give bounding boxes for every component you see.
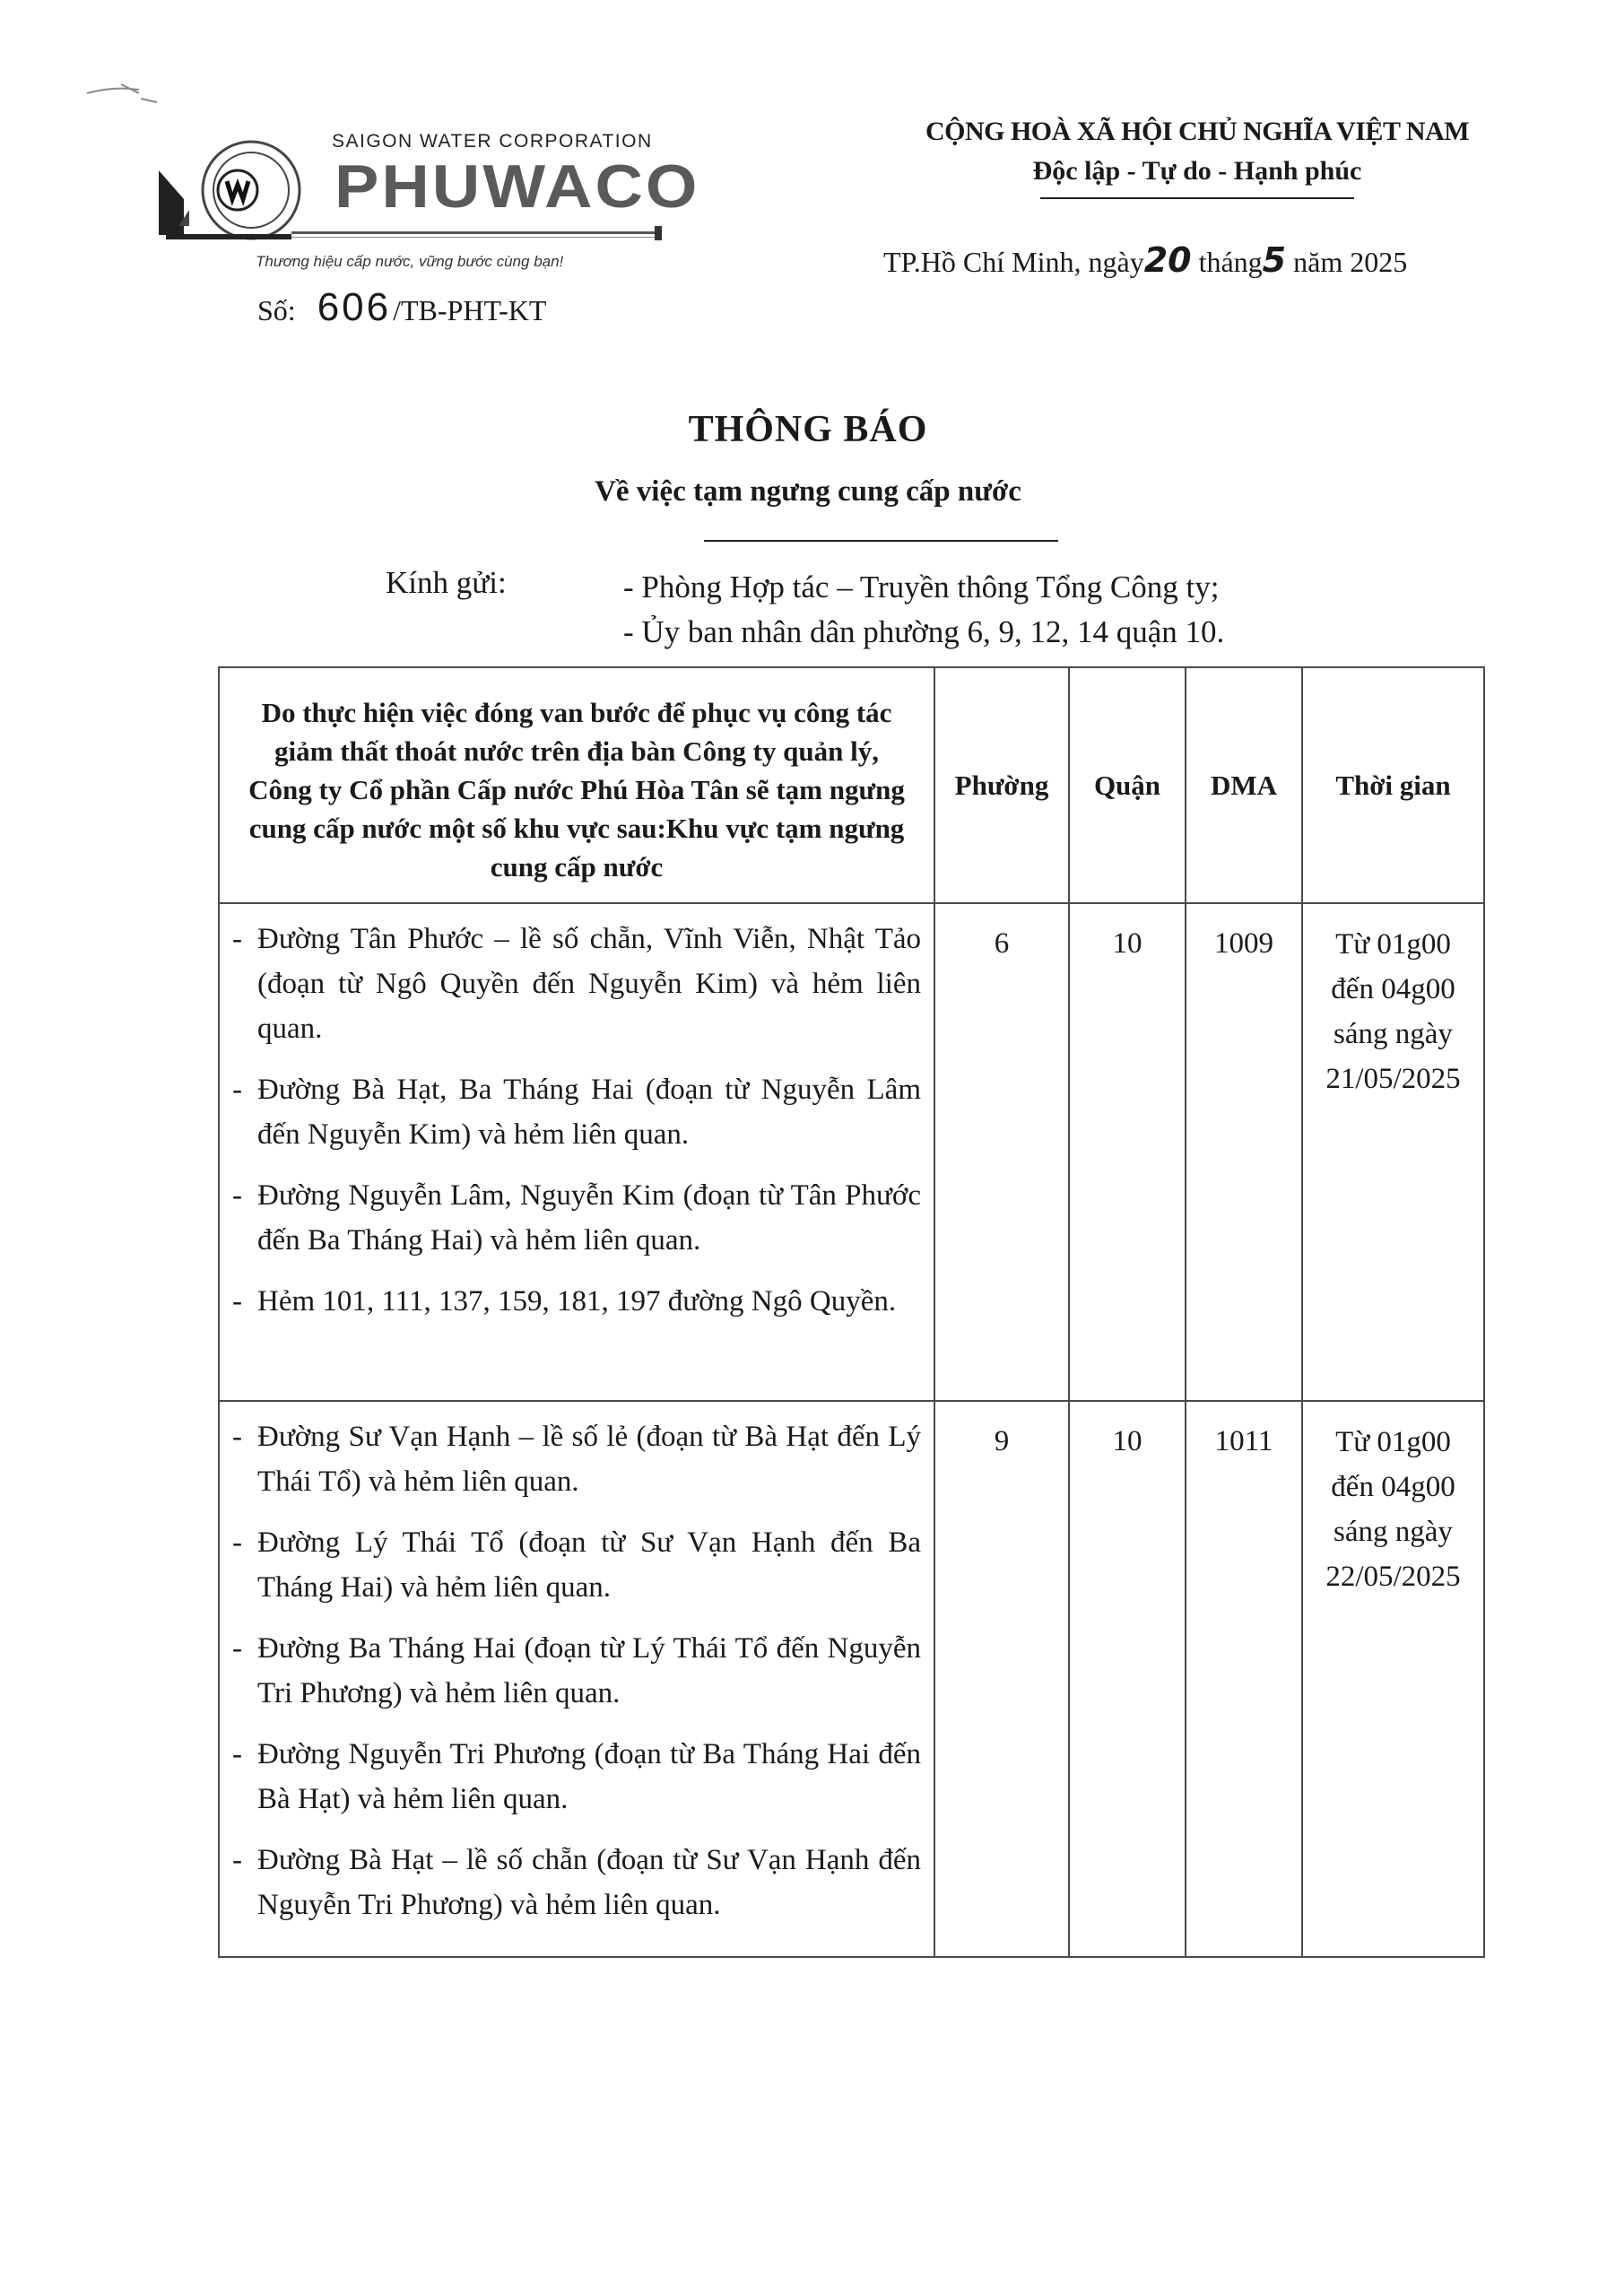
- national-header: [870, 117, 1525, 199]
- header-area: Do thực hiện việc đóng van bước để phục vụ công tác giảm thất thoát nước trên địa bàn Công ty quản lý, Công ty Cổ phần Cấp nước Phú Hòa Tân sẽ tạm ngưng cung cấp nước một số khu vực sau:Khu vực tạm ngưng cung cấp nước: [219, 667, 934, 903]
- street-item: - Đường Lý Thái Tổ (đoạn từ Sư Vạn Hạnh đến Ba Tháng Hai) và hẻm liên quan.: [232, 1526, 921, 1604]
- header-time: Thời gian: [1302, 667, 1484, 903]
- phuwaco-emblem-icon: [157, 136, 305, 244]
- brand-underline: [291, 231, 655, 234]
- recipient-item: - Ủy ban nhân dân phường 6, 9, 12, 14 quận 10.: [623, 614, 1225, 649]
- recipients-label: Kính gửi:: [386, 565, 507, 600]
- row-streets: [219, 1401, 934, 1957]
- table-header-row: [219, 667, 1484, 903]
- header-district: Quận: [1069, 667, 1186, 903]
- row-dma: 1009: [1186, 903, 1302, 1401]
- street-item: - Đường Bà Hạt – lề số chẵn (đoạn từ Sư Vạn Hạnh đến Nguyễn Tri Phương) và hẻm liên quan.: [232, 1844, 921, 1921]
- brand-name: PHUWACO: [334, 152, 700, 221]
- row-ward: 6: [934, 903, 1069, 1401]
- scan-mark-icon: [85, 81, 166, 108]
- document-number-value: 606: [317, 285, 392, 329]
- recipients-list: [623, 565, 1224, 655]
- corporation-name: SAIGON WATER CORPORATION: [332, 131, 653, 152]
- place-date-prefix: TP.Hồ Chí Minh, ngày: [883, 246, 1144, 278]
- company-slogan: Thương hiệu cấp nước, vững bước cùng bạn!: [256, 253, 564, 270]
- document-number: [257, 285, 546, 330]
- street-item: - Đường Tân Phước – lề số chẵn, Vĩnh Viễn, Nhật Tảo (đoạn từ Ngô Quyền đến Nguyễn Kim) và hẻm liên quan.: [232, 923, 921, 1045]
- place-date: [883, 240, 1407, 280]
- recipient-item: - Phòng Hợp tác – Truyền thông Tổng Công ty;: [623, 570, 1220, 604]
- title-underline: [704, 540, 1058, 542]
- street-item: - Đường Bà Hạt, Ba Tháng Hai (đoạn từ Nguyễn Lâm đến Nguyễn Kim) và hẻm liên quan.: [232, 1074, 921, 1151]
- nation-motto: Độc lập - Tự do - Hạnh phúc: [1032, 156, 1362, 186]
- row-time: Từ 01g00 đến 04g00 sáng ngày 22/05/2025: [1302, 1401, 1484, 1957]
- row-dma: 1011: [1186, 1401, 1302, 1957]
- row-ward: 9: [934, 1401, 1069, 1957]
- header-ward: Phường: [934, 667, 1069, 903]
- place-date-month: 5: [1262, 240, 1287, 280]
- place-date-year: năm 2025: [1286, 246, 1408, 278]
- street-item: - Đường Nguyễn Lâm, Nguyễn Kim (đoạn từ Tân Phước đến Ba Tháng Hai) và hẻm liên quan.: [232, 1179, 921, 1257]
- page-title: THÔNG BÁO: [688, 409, 928, 450]
- street-item: - Đường Nguyễn Tri Phương (đoạn từ Ba Tháng Hai đến Bà Hạt) và hẻm liên quan.: [232, 1738, 921, 1815]
- place-date-month-label: tháng: [1191, 246, 1263, 278]
- table-row: [219, 1401, 1484, 1957]
- brand-underline-thin: [291, 237, 655, 238]
- page-subtitle: Về việc tạm ngưng cung cấp nước: [595, 475, 1021, 508]
- document-number-label: Số:: [257, 294, 296, 326]
- row-streets: [219, 903, 934, 1401]
- row-district: 10: [1069, 1401, 1186, 1957]
- street-item: - Hẻm 101, 111, 137, 159, 181, 197 đường Ngô Quyền.: [232, 1285, 897, 1318]
- suspension-table: [218, 666, 1485, 1958]
- place-date-day: 20: [1143, 240, 1192, 280]
- company-logo: [157, 126, 700, 278]
- nation-title: CỘNG HOÀ XÃ HỘI CHỦ NGHĨA VIỆT NAM: [925, 117, 1470, 146]
- row-time: Từ 01g00 đến 04g00 sáng ngày 21/05/2025: [1302, 903, 1484, 1401]
- document-number-suffix: /TB-PHT-KT: [393, 294, 547, 326]
- street-item: - Đường Sư Vạn Hạnh – lề số lẻ (đoạn từ Bà Hạt đến Lý Thái Tổ) và hẻm liên quan.: [232, 1421, 921, 1498]
- brand-mark: [655, 226, 662, 240]
- header-dma: DMA: [1186, 667, 1302, 903]
- street-item: - Đường Ba Tháng Hai (đoạn từ Lý Thái Tổ đến Nguyễn Tri Phương) và hẻm liên quan.: [232, 1632, 921, 1709]
- nation-underline: [1040, 197, 1354, 199]
- row-district: 10: [1069, 903, 1186, 1401]
- table-row: [219, 903, 1484, 1401]
